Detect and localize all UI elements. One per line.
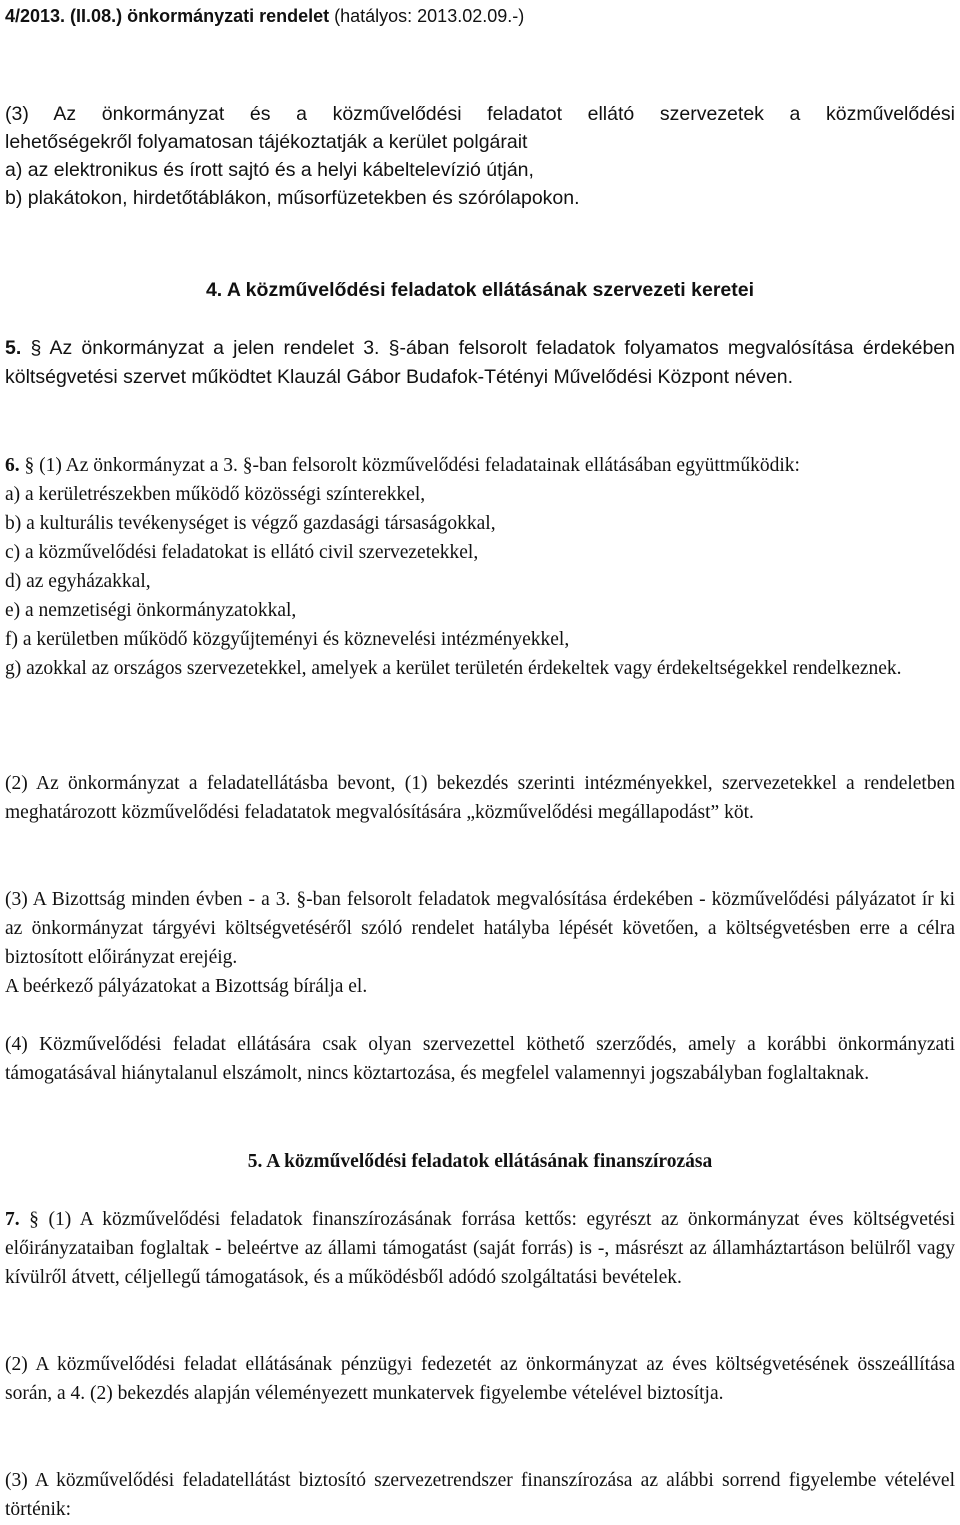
section-7-text: § (1) A közművelődési feladatok finanszírozásának forrása kettős: egyrészt az önkormányzat éves költségvetési előirányzataiban foglaltak - beleértve az állami támogatást (saját forrás) is -, másrészt az államháztartáson belülről vagy kívülről átvett, céljellegű támogatások, és a működésből adódó szolgáltatási bevételek. [5, 1209, 955, 1288]
section-6-paragraph-4: (4) Közművelődési feladat ellátására csak olyan szervezettel köthető szerződés, amely a korábbi önkormányzati támogatásával hiánytalanul elszámolt, nincs köztartozása, és megfelel valamennyi jogszabályban foglaltaknak. [5, 1034, 955, 1084]
paragraph-3-information [5, 100, 955, 212]
document-page [5, 0, 955, 1520]
list-item: f) a kerületben működő közgyűjteményi és köznevelési intézményekkel, [5, 629, 570, 650]
para3-line1: (3) Az önkormányzat és a közművelődési feladatot ellátó szervezetek a közművelődési [5, 103, 955, 125]
header-effective-date: (hatályos: 2013.02.09.-) [329, 6, 525, 26]
section-5-number: 5. [5, 337, 22, 359]
list-item: g) azokkal az országos szervezetekkel, amelyek a kerület területén érdekeltek vagy érdekeltségekkel rendelkeznek. [5, 658, 902, 679]
section-5-title: 5. A közművelődési feladatok ellátásának finanszírozása [247, 1151, 713, 1172]
list-item: d) az egyházakkal, [5, 571, 151, 592]
para3-line2: lehetőségekről folyamatosan tájékoztatják a kerület polgárait [5, 131, 528, 153]
section-7-paragraph-3: (3) A közművelődési feladatellátást biztosító szervezetrendszer finanszírozása az alábbi sorrend figyelembe vételével történik: [5, 1470, 955, 1520]
section-7-paragraph-1 [5, 1205, 955, 1292]
list-item: c) a közművelődési feladatokat is ellátó civil szervezetekkel, [5, 542, 479, 563]
section-7-paragraph-2: (2) A közművelődési feladat ellátásának pénzügyi fedezetét az önkormányzat az éves költségvetésének összeállítása során, a 4. (2) bekezdés alapján véleményezett munkatervek figyelembe vételével biztosítja. [5, 1354, 955, 1404]
section-5-paragraph [5, 334, 955, 392]
list-item: b) a kulturális tevékenységet is végző gazdasági társaságokkal, [5, 513, 496, 534]
document-header [5, 5, 955, 27]
header-act-number: 4/2013. (II.08.) önkormányzati rendelet [5, 6, 330, 26]
section-6-block [5, 451, 955, 683]
section-4-title: 4. A közművelődési feladatok ellátásának szervezeti keretei [205, 279, 755, 301]
para3-line4: b) plakátokon, hirdetőtáblákon, műsorfüzetekben és szórólapokon. [5, 187, 580, 209]
section-5-text: § Az önkormányzat a jelen rendelet 3. §-ában felsorolt feladatok folyamatos megvalósítása érdekében költségvetési szervet működtet Klauzál Gábor Budafok-Tétényi Művelődési Központ néven. [5, 337, 955, 388]
section-6-paragraph-2: (2) Az önkormányzat a feladatellátásba bevont, (1) bekezdés szerinti intézményekkel, szervezetekkel a rendeletben meghatározott közművelődési feladatatok megvalósítására „közművelődési megállapodást” köt. [5, 773, 955, 823]
section-6-paragraph-3-note: A beérkező pályázatokat a Bizottság bírálja el. [5, 976, 368, 997]
list-item: a) a kerületrészekben működő közösségi színterekkel, [5, 484, 426, 505]
section-6-number: 6. [5, 455, 20, 476]
section-6-intro-text: § (1) Az önkormányzat a 3. §-ban felsorolt közművelődési feladatainak ellátásában együttműködik: [19, 455, 800, 476]
para3-line3: a) az elektronikus és írott sajtó és a helyi kábeltelevízió útján, [5, 159, 534, 181]
section-7-number: 7. [5, 1209, 20, 1230]
section-6-paragraph-3-text: (3) A Bizottság minden évben - a 3. §-ban felsorolt feladatok megvalósítása érdekében - közművelődési pályázatot ír ki az önkormányzat tárgyévi költségvetéséről szóló rendelet hatályba lépését követően, a költségvetésben erre a célra biztosított előirányzat erejéig. [5, 889, 955, 968]
list-item: e) a nemzetiségi önkormányzatokkal, [5, 600, 297, 621]
section-6-intro [5, 451, 955, 480]
section-6-paragraph-3 [5, 885, 955, 1001]
